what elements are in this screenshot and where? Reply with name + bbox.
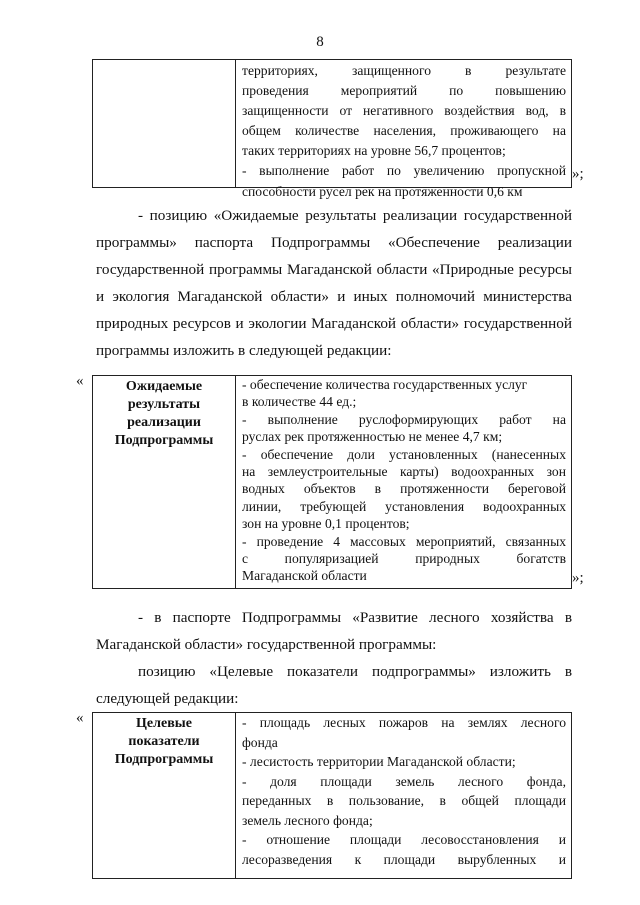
text-line: в количестве 44 ед.;: [242, 394, 357, 410]
expected-results-content-cell: [236, 376, 570, 588]
paragraph-line: программы изложить в следующей редакции:: [96, 342, 392, 359]
paragraph-forestry: [96, 604, 572, 712]
text-line: таких территориях на уровне 56,7 процентов;: [242, 143, 506, 159]
opening-quote: «: [76, 710, 84, 726]
text-line: - выполнение руслоформирующих работ на: [242, 411, 566, 427]
label-line: Ожидаемые: [125, 379, 203, 394]
target-indicators-content-cell: [236, 713, 570, 878]
paragraph-line: позицию «Целевые показатели подпрограммы» изложить в: [138, 663, 572, 680]
label-line: Подпрограммы: [114, 433, 214, 448]
text-line: руслах рек протяженностью не менее 4,7 км;: [242, 429, 503, 445]
text-line: земель лесного фонда;: [242, 812, 373, 828]
text-line: защищенности от негативного воздействия вод, в: [242, 103, 566, 119]
continuation-table: [92, 59, 572, 199]
continuation-table-content-cell: [236, 60, 570, 199]
text-line: - обеспечение количества государственных услуг: [242, 377, 528, 392]
label-line: результаты: [127, 397, 201, 412]
text-line: - выполнение работ по увеличению пропускной: [242, 163, 566, 179]
paragraph-line: природных ресурсов и экологии Магаданской области» государственной: [96, 315, 572, 332]
label-line: Подпрограммы: [114, 752, 214, 767]
text-line: - лесистость территории Магаданской области;: [242, 754, 516, 769]
text-line: Магаданской области: [242, 568, 367, 584]
label-line: показатели: [128, 734, 200, 749]
text-line: на землеустроительные карты) водоохранных зон: [242, 464, 566, 480]
label-line: Целевые: [136, 716, 192, 731]
text-line: с популяризацией природных богатств: [242, 551, 566, 567]
paragraph-line: следующей редакции:: [96, 690, 239, 707]
continuation-table-label-cell: [93, 60, 236, 187]
paragraph-expected-results: [96, 202, 572, 364]
text-line: территориях, защищенного в результате: [242, 63, 566, 78]
expected-results-table: [92, 375, 572, 589]
text-line: зон на уровне 0,1 процентов;: [242, 516, 410, 532]
closing-quote: »;: [572, 570, 584, 586]
closing-quote: »;: [572, 166, 584, 182]
text-line: лесоразведения к площади вырубленных и: [242, 851, 566, 867]
paragraph-line: государственной программы Магаданской области «Природные ресурсы: [96, 261, 572, 278]
text-line: водных объектов в протяженности береговой: [242, 481, 566, 497]
text-line: - площадь лесных пожаров на землях лесного: [242, 715, 566, 730]
label-line: реализации: [127, 415, 201, 430]
paragraph-line: и экология Магаданской области» и иных полномочий министерства: [96, 288, 572, 305]
paragraph-line: - позицию «Ожидаемые результаты реализации государственной: [138, 207, 572, 224]
text-line: переданных в пользование, в общей площади: [242, 793, 566, 808]
text-line: проведения мероприятий по повышению: [242, 83, 566, 99]
opening-quote: «: [76, 373, 84, 389]
expected-results-label-cell: [93, 376, 236, 588]
paragraph-line: Магаданской области» государственной программы:: [96, 636, 437, 653]
paragraph-line: программы» паспорта Подпрограммы «Обеспечение реализации: [96, 234, 572, 251]
paragraph-line: - в паспорте Подпрограммы «Развитие лесного хозяйства в: [138, 609, 572, 626]
page-number: 8: [316, 34, 324, 50]
target-indicators-label-cell: [93, 713, 236, 878]
text-line: - отношение площади лесовосстановления и: [242, 832, 566, 847]
text-line: - проведение 4 массовых мероприятий, связанных: [242, 533, 566, 549]
text-line: - доля площади земель лесного фонда,: [242, 773, 566, 789]
text-line: способности русел рек на протяженности 0,6 км: [242, 183, 523, 199]
text-line: - обеспечение доли установленных (нанесенных: [242, 446, 566, 462]
text-line: фонда: [242, 734, 278, 750]
text-line: линии, требующей установления водоохранных: [242, 498, 566, 514]
target-indicators-table: [92, 712, 572, 879]
text-line: общем количестве населения, проживающего на: [242, 123, 566, 139]
